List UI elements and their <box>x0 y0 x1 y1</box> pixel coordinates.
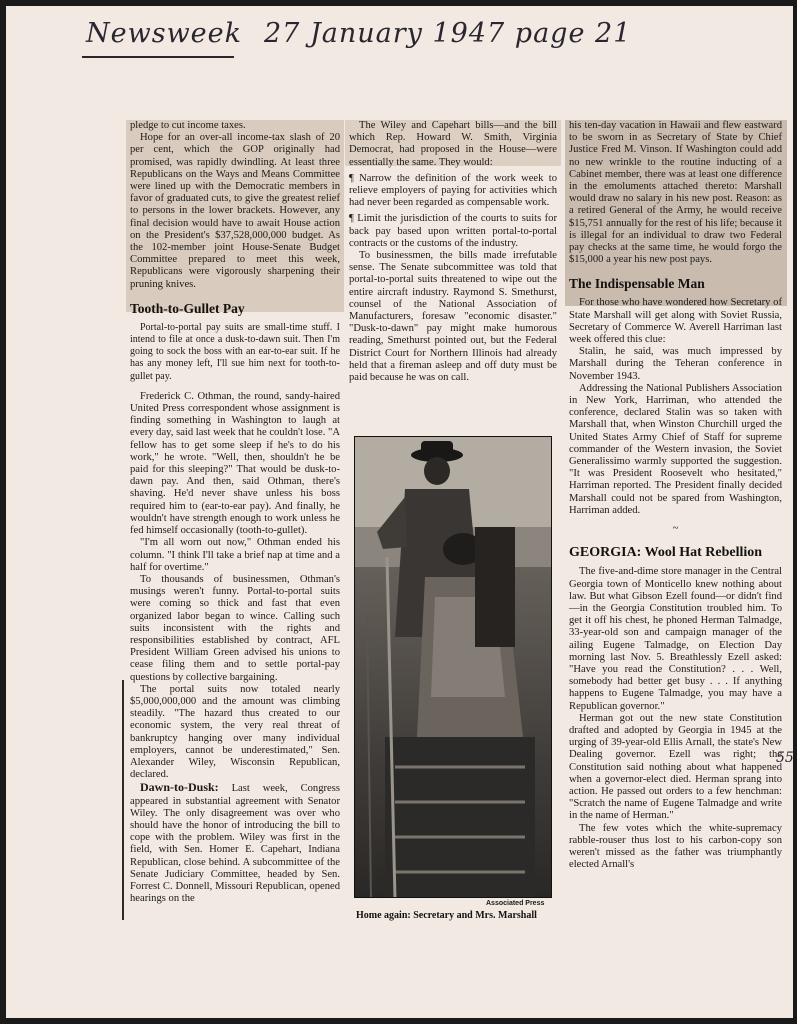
man-head <box>424 457 450 485</box>
paragraph: The portal suits now totaled nearly $5,000,000,000 and the amount was climbing steadily. "The hazard thus created to our economic system, the very real threat of bankruptcy hanging over many individual employers, cannot be underestimated," Sen. Alexander Wiley, Wisconsin Republican, declared. <box>130 683 340 781</box>
section-ornament: ~ <box>672 523 679 535</box>
handwritten-source: Newsweek <box>86 18 242 49</box>
paragraph: To thousands of businessmen, Othman's musings weren't funny. Portal-to-portal suits were coming so thick and fast that even organized labor began to wince. Calling such suits inconsistent with the rights and responsibilities established by contract, AFL President William Green advised his unions to cease filing them and to settle portal-pay questions by collective bargaining. <box>130 573 340 683</box>
paragraph: Stalin, he said, was much impressed by Marshall during the Teheran conference in November 1943. <box>569 346 782 382</box>
pilcrow-icon: ¶ <box>349 172 354 184</box>
bullet-item <box>349 213 557 250</box>
bullet-item <box>349 173 557 210</box>
doorway <box>475 527 515 647</box>
bullet-text: Limit the jurisdiction of the courts to suits for back pay based upon written portal-to-portal contracts or the customs of the industry. <box>349 213 557 249</box>
newspaper-clipping <box>126 120 794 921</box>
margin-pen-line <box>122 680 124 920</box>
paragraph: Frederick C. Othman, the round, sandy-haired United Press correspondent whose assignment is finding something in Washington to laugh at every day, said last week that he couldn't lose. "A fellow has to get some sleep if he's to do his work," he wrote. "Well, then, shouldn't he be paid for this sleeping?" That would be dusk-to-dawn pay. And then, said Othman, there's shaving. He'd never shave unless his boss required him to (ear-to-ear pay). And finally, he wouldn't have strength enough to work unless he fed himself occasionally (tooth-to-gullet). <box>130 390 341 537</box>
paragraph: The Wiley and Capehart bills—and the bill which Rep. Howard W. Smith, Virginia Democrat, had proposed in the House—were essentially the same. They would: <box>349 120 557 168</box>
paragraph: Herman got out the new state Constitution drafted and adopted by Georgia in 1945 at the urging of 39-year-old Ellis Arnall, the state's New Dealing governor. Ezell was right; the Constitution said nothing about what happened when a governor-elect died. Herman sprang into action. He passed out orders to a few henchman: "Scratch the name of Eugene Talmadge and write in the name of Herman." <box>569 712 782 822</box>
news-photo-marshall <box>354 436 552 898</box>
scanned-page <box>6 6 793 1018</box>
section-heading: Tooth-to-Gullet Pay <box>130 300 245 316</box>
column-3 <box>569 120 782 871</box>
handwritten-date: 27 January 1947 <box>264 18 506 49</box>
paragraph: The few votes which the white-supremacy rabble-rouser thus lost to his carbon-copy son weren't missed as the father was triumphantly elected Arnall's <box>569 822 782 871</box>
paragraph: pledge to cut income taxes. <box>130 120 246 131</box>
handrail-post <box>367 617 371 898</box>
column-2 <box>349 120 557 384</box>
quote-paragraph: Portal-to-portal pay suits are small-time stuff. I intend to file at once a dusk-to-dawn suit. Then I'm going to sock the boss with an ear-to-ear suit. If he has any money left, I'll sue him next for tooth-to-gullet pay. <box>130 321 340 382</box>
section-heading: GEORGIA: Wool Hat Rebellion <box>569 545 763 561</box>
paragraph: "I'm all worn out now," Othman ended his column. "I think I'll take a brief nap at time and a half for overtime." <box>130 537 340 573</box>
hat-crown <box>421 441 453 457</box>
paragraph: The five-and-dime store manager in the Central Georgia town of Monticello knew nothing about law. But what Gibson Ezell found—or didn't find—in the Georgia Constitution troubled him. To get it off his chest, he phoned Herman Talmadge, 33-year-old son and campaign manager of the ailing Eugene Talmadge, on Election Day morning last Nov. 5. Breathlessly Ezell asked: "Have you read the Constitution? . . . Well, somebody had better get busy . . . If anything happens to Eugene Talmadge, you may have a Republican governor." <box>569 566 782 712</box>
lead-paragraph-text: Last week, Congress appeared in substantial agreement with Senator Wiley. The only disagreement was over who should have the honor of introducing the bill to cope with the problem. Wiley was first in the field, with Sen. Homer E. Capehart, Indiana Republican, close behind. A subcommittee of the Senate Judiciary Committee, headed by Sen. Forrest C. Donnell, Missouri Republican, opened hearings on the <box>130 783 341 905</box>
handwritten-underline <box>82 56 234 58</box>
photo-caption: Home again: Secretary and Mrs. Marshall <box>356 910 537 921</box>
pilcrow-icon: ¶ <box>349 213 354 225</box>
stairway <box>385 737 535 898</box>
paragraph: his ten-day vacation in Hawaii and flew eastward to be sworn in as Secretary of State by Chief Justice Fred M. Vinson. If Washington could add no new wrinkle to the routine inducting of a Cabinet member, there was at least one difference in the emoluments attached thereto: Marshall would draw no salary in his new post. Reason: as a retired General of the Army, he would receive $15,751 annually for the rest of his life; because it is illegal for an individual to draw two Federal pay checks at the same time, he would forgo the $15,000 a year his new post pays. <box>569 120 782 266</box>
paragraph: For those who have wondered how Secretary of State Marshall will get along with Soviet Russia, Secretary of Commerce W. Averell Harriman last week offered this clue: <box>569 297 782 346</box>
handwritten-page: page 21 <box>514 18 632 49</box>
column-1 <box>130 120 340 905</box>
photo-illustration <box>355 437 552 898</box>
paragraph: Addressing the National Publishers Association in New York, Harriman, who attended the conference, declared Stalin was so taken with Marshall that, when Winston Churchill urged the United States Army Chief of Staff for supreme commander of the Western invasion, the Soviet Generalissimo warmly supported the suggestion. "It was President Roosevelt who hesitated," Harriman reported. The President finally decided Marshall could not be spared from Washington, Harriman added. <box>569 382 782 516</box>
paragraph <box>130 781 340 905</box>
bullet-text: Narrow the definition of the work week to relieve employers of paying for activities which had never been regarded as compensable work. <box>349 172 557 209</box>
handwritten-date-page <box>264 18 631 49</box>
margin-handwritten-note: 55 <box>776 750 794 766</box>
paragraph: Hope for an over-all income-tax slash of 20 per cent, which the GOP originally had promised, was rapidly dwindling. At least three Republicans on the Ways and Means Committee were lined up with the Democratic members in favor of graduated cuts, to give the greatest relief to persons in the lower brackets. However, any final decision would have to await House action on the President's $37,528,000,000 budget. As the 102-member joint House-Senate Budget Committee prepared to meet this week, Republicans were vigorously sharpening their pruning knives. <box>130 132 340 290</box>
photo-credit: Associated Press <box>486 900 545 907</box>
paragraph: To businessmen, the bills made irrefutable sense. The Senate subcommittee was told that portal-to-portal suits threatened to wipe out the entire aircraft industry. Raymond S. Smethurst, counsel of the National Association of Manufacturers, foresaw "economic disaster." "Dusk-to-dawn" pay might make humorous reading, Smethurst pointed out, but the Federal District Court for Northern Illinois had already held that a fireman asleep and off duty must be paid because he was on call. <box>349 250 557 384</box>
section-heading: The Indispensable Man <box>569 276 705 292</box>
lead-in: Dawn-to-Dusk: <box>140 780 219 795</box>
